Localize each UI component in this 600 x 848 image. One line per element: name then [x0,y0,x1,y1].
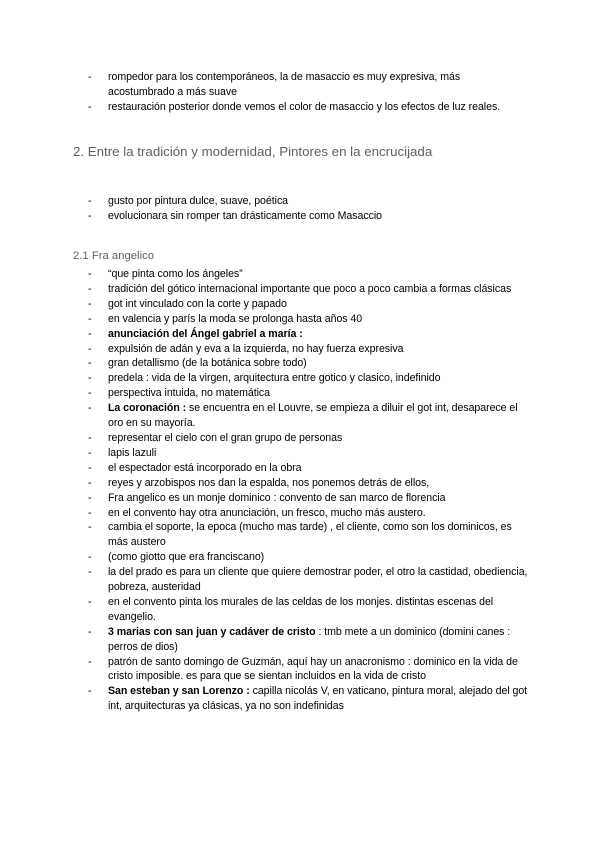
list-item: - La coronación : se encuentra en el Louvre, se empieza a diluir el got int, desaparece el oro en su mayoría. [88,402,518,430]
list-item: - el espectador está incorporado en la obra [88,461,302,474]
item-text: restauración posterior donde vemos el color de masaccio y los efectos de luz reales. [108,100,501,113]
item-text: perspectiva intuida, no matemática [108,387,271,400]
list-item: - reyes y arzobispos nos dan la espalda, nos ponemos detrás de ellos, [88,476,430,489]
item-text: “que pinta como los ángeles” [108,268,243,280]
list-item: - got int vinculado con la corte y papado [88,297,287,310]
item-text: en el convento pinta los murales de las celdas de los monjes. distintas escenas del evangelio. [108,595,494,623]
list-item: - restauración posterior donde vemos el color de masaccio y los efectos de luz reales. [88,100,501,113]
section2-bullet-list [88,194,528,224]
list-item: - lapis lazuli [88,446,157,459]
item-text: : tmb mete a un dominico (domini canes : perros de dios) [108,625,511,653]
item-text: capilla nicolás V, en vaticano, pintura moral, alejado del got int, arquitecturas ya clásicas, ya no son indefinidas [108,685,528,713]
list-item: - anunciación del Ángel gabriel a maría : [88,327,303,340]
item-text: el espectador está incorporado en la obra [108,461,302,474]
item-text: tradición del gótico internacional importante que poco a poco cambia a formas clásicas [108,282,512,295]
list-item: - gusto por pintura dulce, suave, poética [88,195,289,207]
list-item: - expulsión de adán y eva a la izquierda, no hay fuerza expresiva [88,342,404,355]
list-item: - predela : vida de la virgen, arquitectura entre gotico y clasico, indefinido [88,372,441,385]
list-item: - patrón de santo domingo de Guzmán, aquí hay un anacronismo : dominico en la vida de cristo imposible. es para que se sientan incluidos en la vida de cristo [88,655,518,683]
subsection-heading: 2.1 Fra angelico [73,250,155,262]
item-text: representar el cielo con el gran grupo de personas [108,431,343,444]
item-text: predela : vida de la virgen, arquitectura entre gotico y clasico, indefinido [108,372,441,385]
list-item: - cambia el soporte, la epoca (mucho mas tarde) , el cliente, como son los dominicos, es más austero [88,521,512,549]
list-item: - representar el cielo con el gran grupo de personas [88,431,343,444]
item-bold-text: San esteban y san Lorenzo : [108,685,250,698]
item-text: en el convento hay otra anunciación, un fresco, mucho más austero. [108,506,426,519]
item-text: (como giotto que era franciscano) [108,551,265,564]
item-text: en valencia y parís la moda se prolonga hasta años 40 [108,312,363,325]
list-item: - gran detallismo (de la botánica sobre todo) [88,357,307,370]
item-bold-text: 3 marias con san juan y cadáver de cristo [108,625,316,638]
list-item: - San esteban y san Lorenzo : capilla nicolás V, en vaticano, pintura moral, alejado del got int, arquitecturas ya clásicas, ya no son indefinidas [88,685,528,713]
item-text: expulsión de adán y eva a la izquierda, no hay fuerza expresiva [108,342,404,355]
item-bold-text: anunciación del Ángel gabriel a maría : [108,327,303,340]
list-item: - evolucionara sin romper tan drásticamente como Masaccio [88,209,382,222]
item-text: got int vinculado con la corte y papado [108,297,287,310]
item-text: la del prado es para un cliente que quiere demostrar poder, el otro la castidad, obediencia, pobreza, austeridad [108,566,528,594]
item-bold-text: La coronación : [108,402,187,415]
list-item: - perspectiva intuida, no matemática [88,387,271,400]
list-item: - tradición del gótico internacional importante que poco a poco cambia a formas clásicas [88,282,512,295]
item-text: lapis lazuli [108,446,157,459]
list-item: - rompedor para los contemporáneos, la de masaccio es muy expresiva, más acostumbrado a más suave [88,71,461,98]
section-heading: 2. Entre la tradición y modernidad, Pintores en la encrucijada [73,144,433,159]
top-bullet-list [88,70,528,115]
list-item: - Fra angelico es un monje dominico : convento de san marco de florencia [88,491,446,504]
item-text: Fra angelico es un monje dominico : convento de san marco de florencia [108,491,446,504]
list-item: - “que pinta como los ángeles” [88,268,243,280]
item-text: cambia el soporte, la epoca (mucho mas tarde) , el cliente, como son los dominicos, es más austero [108,521,512,549]
list-item: - en valencia y parís la moda se prolonga hasta años 40 [88,312,363,325]
fra-angelico-bullet-list [88,267,528,714]
list-item: - 3 marias con san juan y cadáver de cristo : tmb mete a un dominico (domini canes : perros de dios) [88,625,511,653]
item-text: patrón de santo domingo de Guzmán, aquí hay un anacronismo : dominico en la vida de cristo imposible. es para que se sientan incluidos en la vida de cristo [108,655,518,683]
list-item: - la del prado es para un cliente que quiere demostrar poder, el otro la castidad, obediencia, pobreza, austeridad [88,566,528,594]
item-text: evolucionara sin romper tan drásticamente como Masaccio [108,209,382,222]
list-item: - (como giotto que era franciscano) [88,551,265,564]
item-text: gran detallismo (de la botánica sobre todo) [108,357,307,370]
list-item: - en el convento pinta los murales de las celdas de los monjes. distintas escenas del evangelio. [88,595,494,623]
item-text: rompedor para los contemporáneos, la de masaccio es muy expresiva, más acostumbrado a más suave [108,71,461,98]
item-text: se encuentra en el Louvre, se empieza a diluir el got int, desaparece el oro en su mayoría. [108,402,518,430]
item-text: reyes y arzobispos nos dan la espalda, nos ponemos detrás de ellos, [108,476,430,489]
item-text: gusto por pintura dulce, suave, poética [108,195,289,207]
list-item: - en el convento hay otra anunciación, un fresco, mucho más austero. [88,506,426,519]
